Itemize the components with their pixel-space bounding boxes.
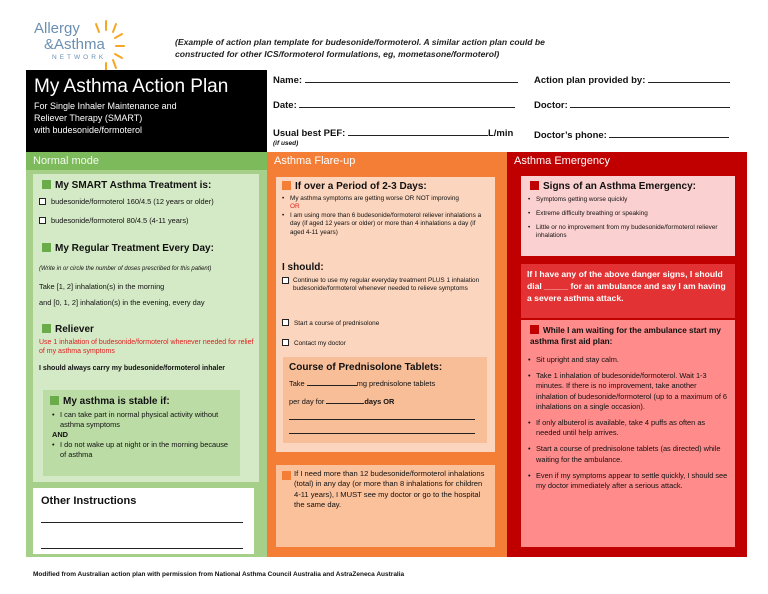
green-square-icon [42,324,51,333]
date-label: Date: [273,100,297,111]
other-line-2 [41,548,243,549]
pef-unit: L/min [487,128,514,139]
period-heading [282,181,427,192]
logo [30,18,140,74]
checkbox-icon[interactable] [282,319,289,326]
doctor-phone-label: Doctor’s phone: [534,130,607,141]
green-square-icon [42,243,51,252]
smart-option-1[interactable] [39,197,214,207]
stable-and: AND [52,430,69,439]
should-option-2-label: Start a course of prednisolone [294,320,380,327]
sun-icon [88,18,128,74]
regular-note: (Write in or circle the number of doses prescribed for this patient) [39,266,212,272]
doctor-phone-line [609,128,729,138]
sign-1: • Symptoms getting worse quickly [528,196,728,205]
checkbox-icon[interactable] [282,339,289,346]
other-instructions-title: Other Instructions [41,495,137,507]
first-aid-5: • Even if my symptoms appear to settle quickly, I should see my doctor immediately after a serious attack. [528,471,730,491]
regular-treatment-heading [42,243,214,254]
doctor-line [570,98,730,108]
prednisolone-title: Course of Prednisolone Tablets: [289,362,443,373]
title-subtitle [34,100,259,136]
checkbox-icon[interactable] [39,217,46,224]
urgent-doctor-box [276,465,495,547]
first-aid-3: • If only albuterol is available, take 4 puffs as often as needed until help arrives. [528,418,730,438]
first-aid-1: • Sit upright and stay calm. [528,355,730,365]
reliever-heading [42,324,94,335]
pred-days-or: days OR [364,397,395,406]
provided-by-label: Action plan provided by: [534,75,646,86]
reliever-title: Reliever [55,324,94,335]
reliever-instruction: Use 1 inhalation of budesonide/formoterol whenever needed for relief of my asthma symptoms [39,339,254,355]
stable-item-2: • I do not wake up at night or in the morning because of asthma [52,440,232,460]
emergency-header: Asthma Emergency [507,152,747,170]
footer-credit: Modified from Australian action plan with permission from National Asthma Council Australia and AstraZeneca Australia [33,571,405,578]
date-field[interactable] [273,98,515,111]
smart-option-1-label: budesonide/formoterol 160/4.5 (12 years or older) [51,197,214,206]
reliever-carry: I should always carry my budesonide/formoterol inhaler [39,365,225,372]
orange-square-icon [282,471,291,480]
subtitle-line-1: For Single Inhaler Maintenance and [34,101,177,111]
pred-line-2 [289,433,475,434]
logo-text-asthma: &Asthma [44,36,105,53]
red-square-icon [530,325,539,334]
stable-title: My asthma is stable if: [63,396,170,407]
waiting-title: While I am waiting for the ambulance start my asthma first aid plan: [530,326,721,346]
should-option-3[interactable] [282,339,346,347]
logo-text-allergy: Allergy [34,20,80,37]
green-square-icon [42,180,51,189]
sign-2: • Extreme difficulty breathing or speaking [528,210,728,219]
waiting-heading [530,325,730,347]
regular-evening: and [0, 1, 2] inhalation(s) in the evening, every day [39,298,205,307]
smart-option-2[interactable] [39,216,189,226]
date-line [299,98,515,108]
stable-heading [50,396,170,407]
signs-list [528,196,728,241]
smart-treatment-heading [42,180,211,191]
pef-field[interactable] [273,126,513,139]
subtitle-line-3: with budesonide/formoterol [34,125,143,135]
stable-item-1: • I can take part in normal physical activity without asthma symptoms [52,410,232,430]
sign-3: • Little or no improvement from my budesonide/formoterol reliever inhalations [528,224,728,242]
should-option-3-label: Contact my doctor [294,340,346,347]
green-square-icon [50,396,59,405]
pef-label: Usual best PEF: [273,128,346,139]
should-heading: I should: [282,262,324,273]
page-title: My Asthma Action Plan [34,76,229,97]
pred-mg-line [307,378,357,386]
regular-treatment-title: My Regular Treatment Every Day: [55,243,214,254]
prednisolone-box [283,357,487,443]
first-aid-list [528,355,730,491]
flare-up-symptoms [282,195,490,237]
period-title: If over a Period of 2-3 Days: [295,181,427,192]
flare-symptom-2: • I am using more than 6 budesonide/formoterol reliever inhalations a day (if aged 12 years or older) or more than 4 inhalations a day (if aged 4-11 years) [282,212,490,237]
pef-line [348,126,488,136]
pred-days-line [326,396,364,404]
smart-treatment-title: My SMART Asthma Treatment is: [55,180,212,191]
flare-up-header: Asthma Flare-up [267,152,507,170]
flare-or: OR [290,203,300,211]
pred-line-1 [289,419,475,420]
doctor-field[interactable] [534,98,730,111]
prednisolone-dose[interactable] [289,378,435,388]
provided-by-line [648,73,730,83]
provided-by-field[interactable] [534,73,730,86]
subtitle-line-2: Reliever Therapy (SMART) [34,113,143,123]
name-line [305,73,518,83]
call-ambulance-text: If I have any of the above danger signs, I should dial _____ for an ambulance and say I am having a severe asthma attack. [527,269,726,303]
flare-symptom-1: • My asthma symptoms are getting worse OR NOT improving [282,195,490,203]
logo-text-network: NETWORK [52,54,107,61]
urgent-doctor-text: If I need more than 12 budesonide/formoterol inhalations (total) in any day (or more than 8 inhalations for children 4-11 years), I MUST see my doctor or go to the hospital the same day. [294,469,485,510]
other-line-1 [41,522,243,523]
regular-morning: Take [1, 2] inhalation(s) in the morning [39,282,165,291]
pred-day-label: per day for [289,397,325,406]
stable-list [52,410,232,460]
orange-square-icon [282,181,291,190]
signs-heading [530,181,696,192]
smart-option-2-label: budesonide/formoterol 80/4.5 (4-11 years) [51,216,189,225]
pred-mg-label: mg prednisolone tablets [356,379,436,388]
pef-note: (if used) [273,140,299,147]
doctor-label: Doctor: [534,100,568,111]
call-ambulance-box [521,264,735,318]
signs-title: Signs of an Asthma Emergency: [543,181,696,192]
red-square-icon [530,181,539,190]
doctor-phone-field[interactable] [534,128,729,141]
first-aid-4: • Start a course of prednisolone tablets (as directed) while waiting for the ambulance. [528,444,730,464]
should-option-2[interactable] [282,319,379,327]
other-instructions-box[interactable] [33,488,254,554]
name-field[interactable] [273,73,518,86]
name-label: Name: [273,75,303,86]
intro-note: (Example of action plan template for budesonide/formoterol. A similar action plan could be constructed for other ICS/formoterol formulations, eg, mometasone/formoterol) [175,37,545,59]
checkbox-icon[interactable] [282,277,289,284]
should-option-1-label: Continue to use my regular everyday treatment PLUS 1 inhalation budesonide/formoterol whenever needed to relieve symptoms [293,277,480,293]
title-box [26,70,267,152]
checkbox-icon[interactable] [39,198,46,205]
normal-mode-header: Normal mode [26,152,267,170]
prednisolone-days[interactable] [289,396,394,406]
should-option-1[interactable] [282,277,490,294]
first-aid-2: • Take 1 inhalation of budesonide/formoterol. Wait 1-3 minutes. If there is no improvement, take another inhalation of budesonide/formoterol (up to a maximum of 6 inhalations on a single occasion). [528,371,730,412]
pred-take-label: Take [289,379,305,388]
